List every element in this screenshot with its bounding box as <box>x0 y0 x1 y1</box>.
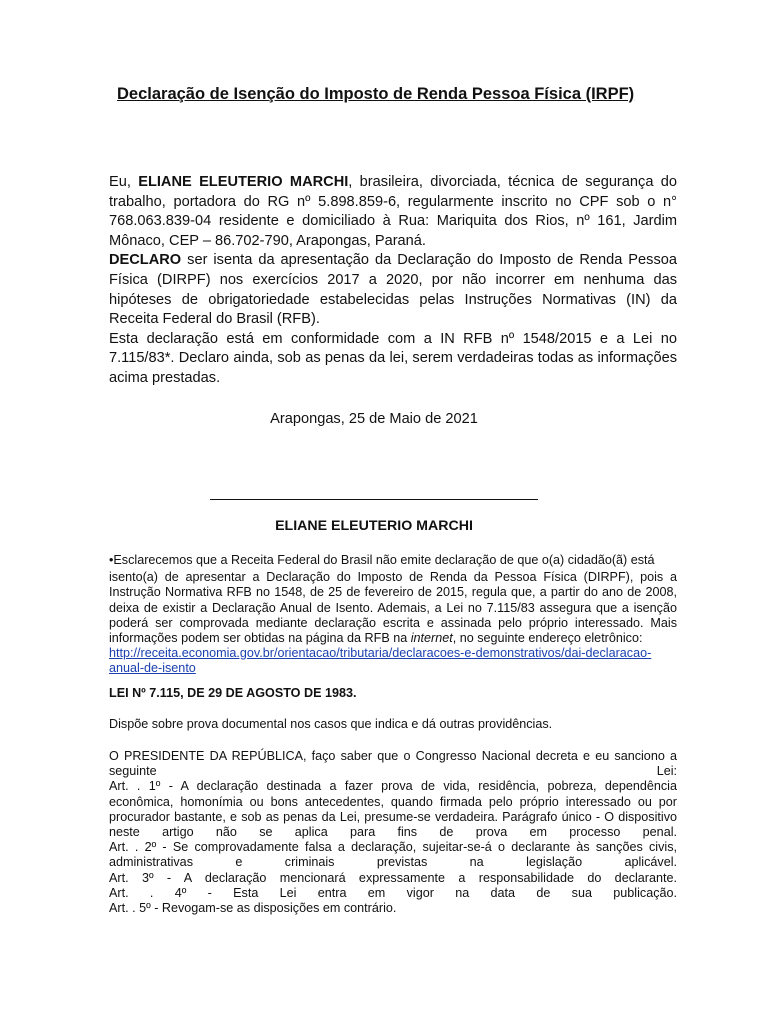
law-line: seguinte Lei: <box>109 764 677 779</box>
footnote-text-end: , no seguinte endereço eletrônico: <box>452 631 643 646</box>
place-date: Arapongas, 25 de Maio de 2021 <box>270 411 478 427</box>
declaration-paragraph-conformity: Esta declaração está em conformidade com a IN RFB nº 1548/2015 e a Lei no 7.115/83*. Declaro ainda, sob as penas da lei, serem verdadeiras todas as informações acima prestadas. <box>109 330 677 386</box>
law-summary: Dispõe sobre prova documental nos casos que indica e dá outras providências. <box>109 717 553 731</box>
law-line: procurador bastante, e sob as penas da Lei, presume-se verdadeira. Parágrafo único - O dispositivo <box>109 809 677 824</box>
internet-word: internet <box>410 631 453 646</box>
law-line: neste artigo não se aplica para fins de prova em processo penal. <box>109 825 677 840</box>
law-line: Art. . 1º - A declaração destinada a fazer prova de vida, residência, pobreza, dependência <box>109 779 677 794</box>
declaration-paragraph-statement <box>109 251 677 329</box>
document-title: Declaração de Isenção do Imposto de Renda Pessoa Física (IRPF) <box>117 85 635 103</box>
declaro-keyword: DECLARO <box>109 252 182 269</box>
footnote <box>109 553 677 677</box>
signature-name: ELIANE ELEUTERIO MARCHI <box>275 518 473 534</box>
declaration-body <box>109 173 677 389</box>
declaration-paragraph-identity <box>109 173 677 251</box>
rfb-link-part-1: http://receita.economia.gov.br/orientacao/tributaria/declaracoes-e-demonstrativos/dai-declaracao- <box>109 646 652 661</box>
law-line: econômica, homonímia ou bons antecedentes, quando firmada pelo próprio interessado ou por <box>109 794 677 809</box>
identity-prefix: Eu, <box>109 174 139 190</box>
law-line: Art. . 5º - Revogam-se as disposições em contrário. <box>109 901 397 916</box>
rfb-link-part-2: anual-de-isento <box>109 661 196 676</box>
statement-text: ser isenta da apresentação da Declaração do Imposto de Renda Pessoa Física (DIRPF) nos exercícios 2017 a 2020, por não incorrer em nenhuma das hipóteses de obrigatoriedade estabelecidas pelas Instruções Normativas (IN) da Receita Federal do Brasil (RFB). <box>109 252 677 328</box>
footnote-first-line: •Esclarecemos que a Receita Federal do Brasil não emite declaração de que o(a) cidadão(ã) está <box>109 553 655 567</box>
footnote-text <box>109 570 677 645</box>
law-line: Art. . 4º - Esta Lei entra em vigor na data de sua publicação. <box>109 885 677 900</box>
law-line: Art. 3º - A declaração mencionará expressamente a responsabilidade do declarante. <box>109 870 677 885</box>
law-text <box>109 749 677 916</box>
place-date-line <box>0 411 768 427</box>
law-line: Art. . 2º - Se comprovadamente falsa a declaração, sujeitar-se-á o declarante às sanções civis, <box>109 840 677 855</box>
law-line: O PRESIDENTE DA REPÚBLICA, faço saber que o Congresso Nacional decreta e eu sanciono a <box>109 749 677 763</box>
identity-details: , brasileira, divorciada, técnica de segurança do trabalho, portadora do RG nº 5.898.859-6, regularmente inscrito no CPF sob o n° 768.063.839-04 residente e domiciliado à Rua: Mariquita dos Rios, nº 161, Jardim Mônaco, CEP – 86.702-790, Arapongas, Paraná. <box>109 174 677 249</box>
law-line: administrativas e criminais previstas na legislação aplicável. <box>109 855 677 870</box>
footnote-text-main: isento(a) de apresentar a Declaração do Imposto de Renda da Pessoa Física (DIRPF), pois a Instrução Normativa RFB no 1548, de 25 de fevereiro de 2015, regula que, a partir do ano de 2008, deixa de existir a Declaração Anual de Isento. Ademais, a Lei no 7.115/83 assegura que a isenção poderá ser comprovada mediante declaração escrita e assinada pelo próprio interessado. Mais informações podem ser obtidas na página da RFB na <box>109 570 677 646</box>
signature-line <box>210 499 538 500</box>
signature-block <box>0 518 768 534</box>
law-title: LEI Nº 7.115, DE 29 DE AGOSTO DE 1983. <box>109 686 357 700</box>
rfb-link[interactable] <box>109 646 651 675</box>
declarant-name: ELIANE ELEUTERIO MARCHI <box>138 174 349 190</box>
